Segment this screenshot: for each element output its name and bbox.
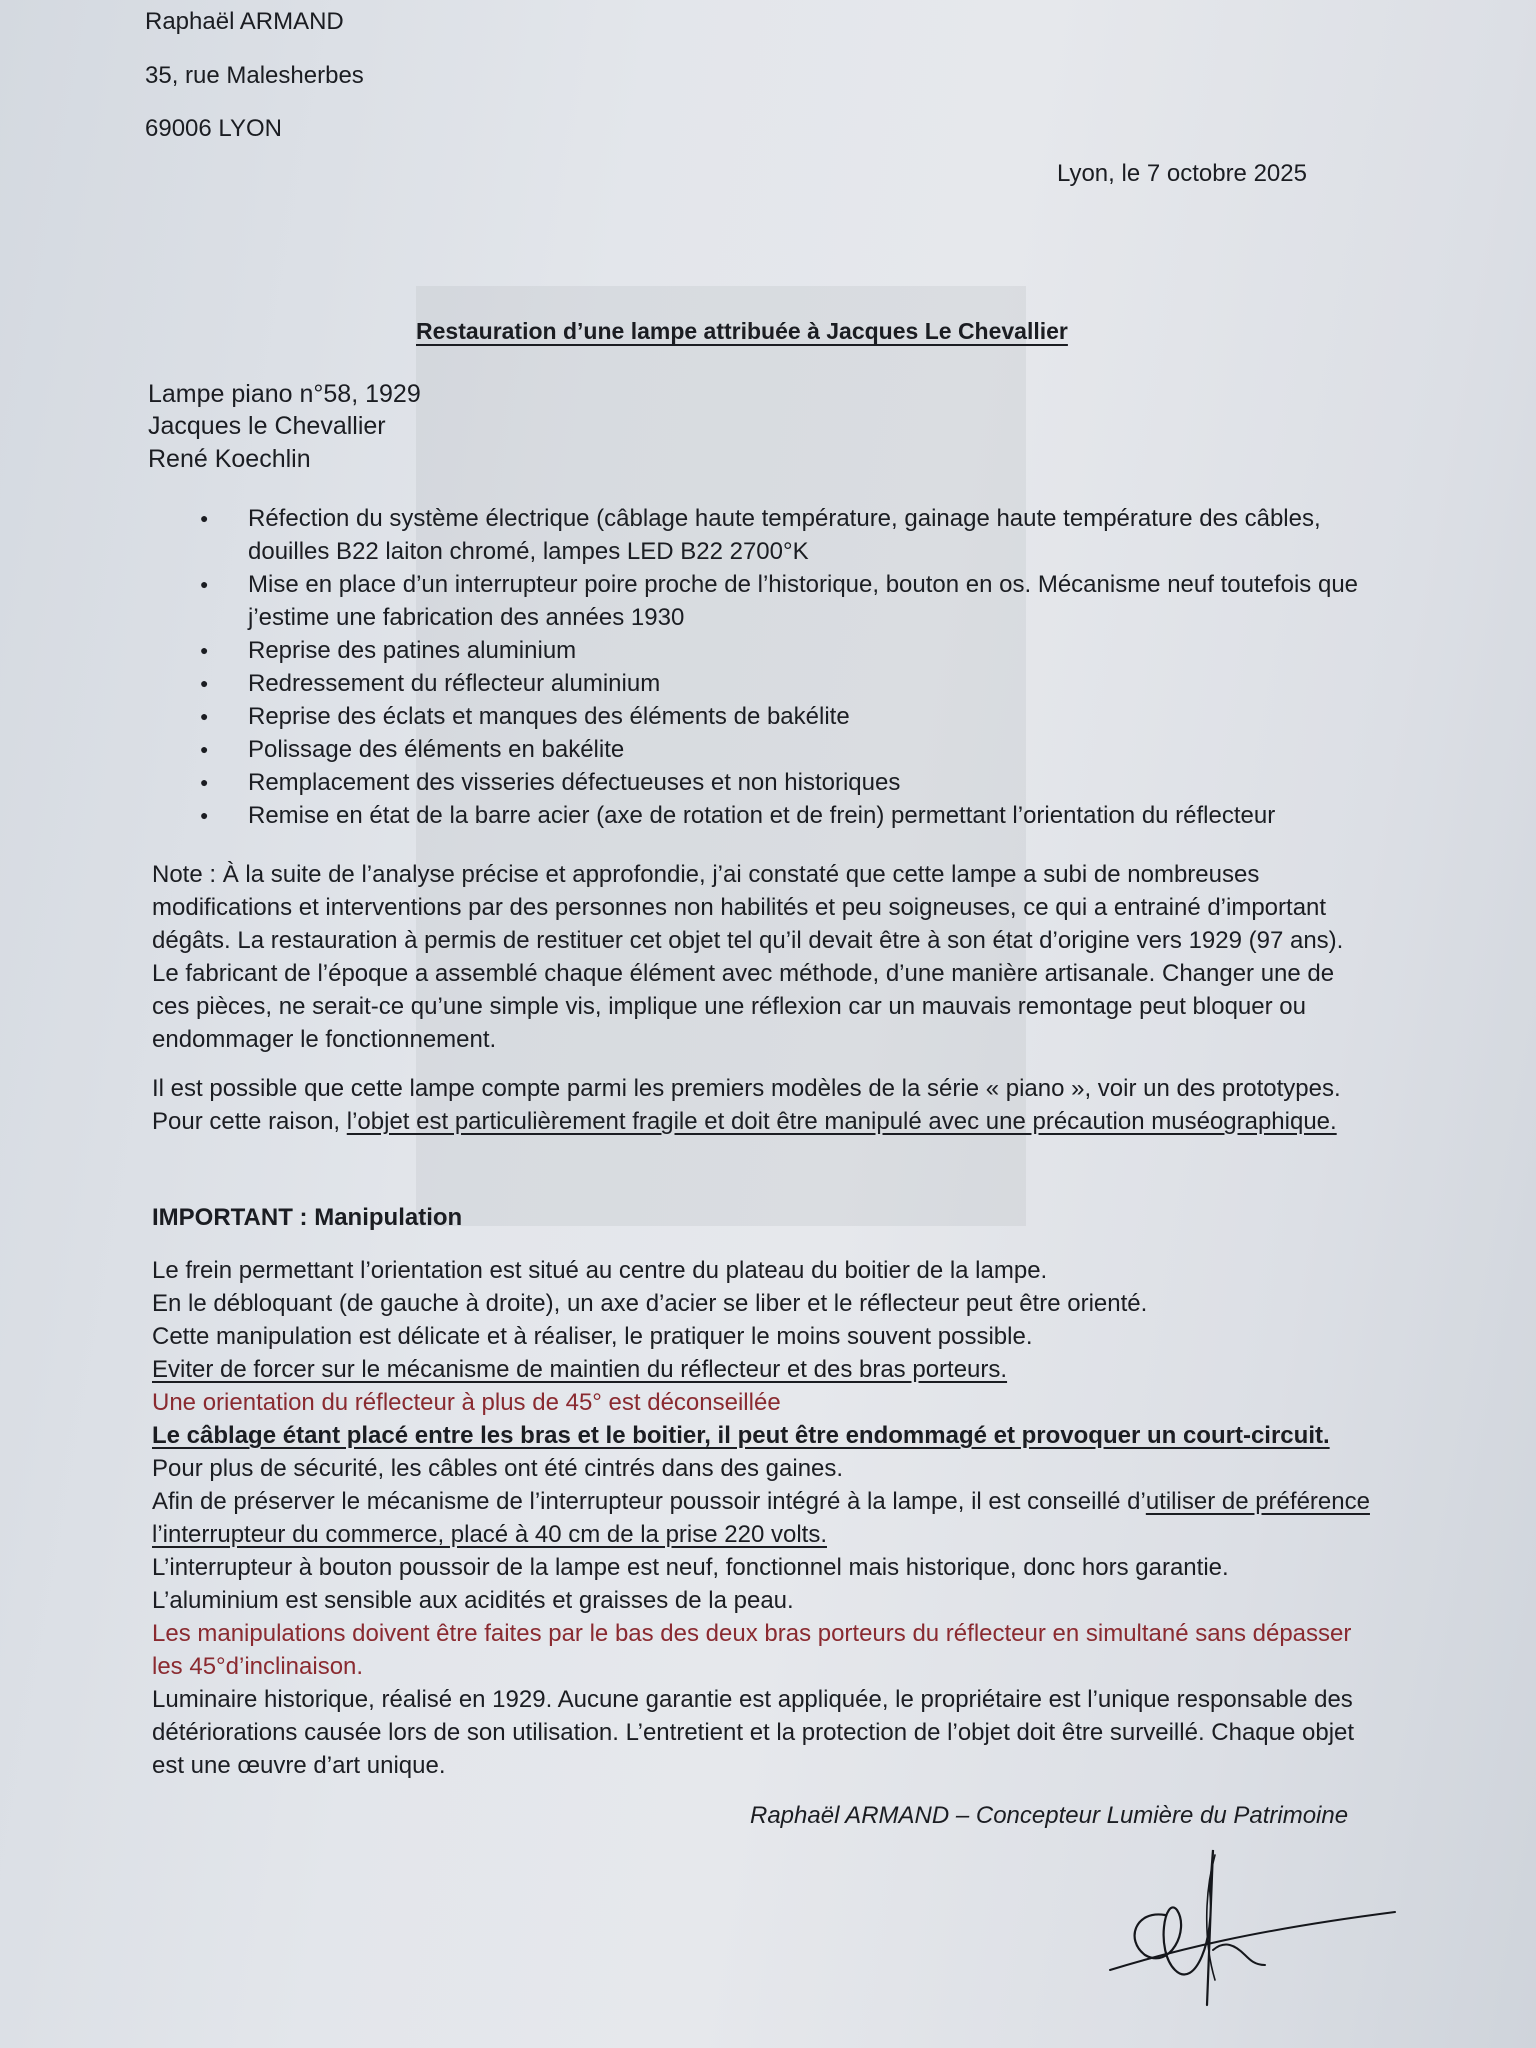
prototype-text: Il est possible que cette lampe compte parmi les premiers modèles de la série « piano », voir un des prototypes. Pour cette raison,: [152, 1075, 1341, 1135]
instruction-line: Les manipulations doivent être faites par le bas des deux bras porteurs du réflecteur en simultané sans dépasser les 45°d’inclinaison.: [152, 1620, 1352, 1680]
letter-title: Restauration d’une lampe attribuée à Jacques Le Chevallier: [416, 318, 1068, 344]
sender-name: Raphaël ARMAND: [145, 8, 344, 35]
list-item: ● Réfection du système électrique (câblage haute température, gainage haute température des câbles, douilles B22 laiton chromé, lampes LED B22 2700°K: [200, 502, 1380, 568]
works-list: [200, 502, 1380, 832]
object-architect: René Koechlin: [148, 445, 311, 473]
instruction-line: L’aluminium est sensible aux acidités et graisses de la peau.: [152, 1587, 794, 1614]
instruction-underlined: utiliser de préférence l’interrupteur du commerce, placé à 40 cm de la prise 220 volts.: [152, 1488, 1370, 1548]
list-item: ● Remplacement des visseries défectueuses et non historiques: [200, 766, 1380, 799]
instruction-line: Une orientation du réflecteur à plus de 45° est déconseillée: [152, 1389, 781, 1416]
instruction-line: Luminaire historique, réalisé en 1929. Aucune garantie est appliquée, le propriétaire est l’unique responsable des détériorations causée lors de son utilisation. L’entretient et la protection de l’objet doit être surveillé. Chaque objet est une œuvre d’art unique.: [152, 1686, 1355, 1779]
signature-caption: Raphaël ARMAND – Concepteur Lumière du Patrimoine: [750, 1802, 1349, 1829]
instructions-block: [152, 1254, 1372, 1782]
instruction-line: L’interrupteur à bouton poussoir de la lampe est neuf, fonctionnel mais historique, donc hors garantie.: [152, 1554, 1229, 1581]
instruction-text: Afin de préserver le mécanisme de l’interrupteur poussoir intégré à la lampe, il est conseillé d’: [152, 1488, 1146, 1515]
letter-date: Lyon, le 7 octobre 2025: [1057, 160, 1307, 187]
prototype-underlined: l’objet est particulièrement fragile et doit être manipulé avec une précaution muséographique.: [346, 1108, 1337, 1135]
instruction-line: Pour plus de sécurité, les câbles ont été cintrés dans des gaines.: [152, 1455, 844, 1482]
instruction-line: [152, 1485, 1372, 1551]
instruction-line: Le câblage étant placé entre les bras et le boitier, il peut être endommagé et provoquer un court-circuit.: [152, 1422, 1330, 1449]
object-designer: Jacques le Chevallier: [148, 412, 386, 440]
list-item: ● Reprise des éclats et manques des éléments de bakélite: [200, 700, 1380, 733]
prototype-paragraph: [152, 1072, 1372, 1138]
note-paragraph: Note : À la suite de l’analyse précise et approfondie, j’ai constaté que cette lampe a subi de nombreuses modifications et interventions par des personnes non habilités et peu soigneuses, ce qui a entrainé d’important dégâts. La restauration à permis de restituer cet objet tel qu’il devait être à son état d’origine vers 1929 (97 ans). Le fabricant de l’époque a assemblé chaque élément avec méthode, d’une manière artisanale. Changer une de ces pièces, ne serait-ce qu’une simple vis, implique une réflexion car un mauvais remontage peut bloquer ou endommager le fonctionnement.: [152, 861, 1344, 1053]
list-item: ● Mise en place d’un interrupteur poire proche de l’historique, bouton en os. Mécanisme neuf toutefois que j’estime une fabrication des années 1930: [200, 568, 1380, 634]
instruction-line: Cette manipulation est délicate et à réaliser, le pratiquer le moins souvent possible.: [152, 1323, 1033, 1350]
important-heading: IMPORTANT : Manipulation: [152, 1204, 463, 1231]
instruction-line: Le frein permettant l’orientation est situé au centre du plateau du boitier de la lampe.: [152, 1257, 1048, 1284]
list-item: ● Polissage des éléments en bakélite: [200, 733, 1380, 766]
object-name: Lampe piano n°58, 1929: [148, 380, 421, 408]
list-item: ● Reprise des patines aluminium: [200, 634, 1380, 667]
handwritten-signature: [1095, 1830, 1415, 2020]
sender-street: 35, rue Malesherbes: [145, 62, 364, 89]
list-item: ● Redressement du réflecteur aluminium: [200, 667, 1380, 700]
list-item: ● Remise en état de la barre acier (axe de rotation et de frein) permettant l’orientation du réflecteur: [200, 799, 1380, 832]
instruction-line: En le débloquant (de gauche à droite), un axe d’acier se liber et le réflecteur peut être orienté.: [152, 1290, 1148, 1317]
instruction-line: Eviter de forcer sur le mécanisme de maintien du réflecteur et des bras porteurs.: [152, 1356, 1008, 1383]
sender-city: 69006 LYON: [145, 115, 282, 142]
